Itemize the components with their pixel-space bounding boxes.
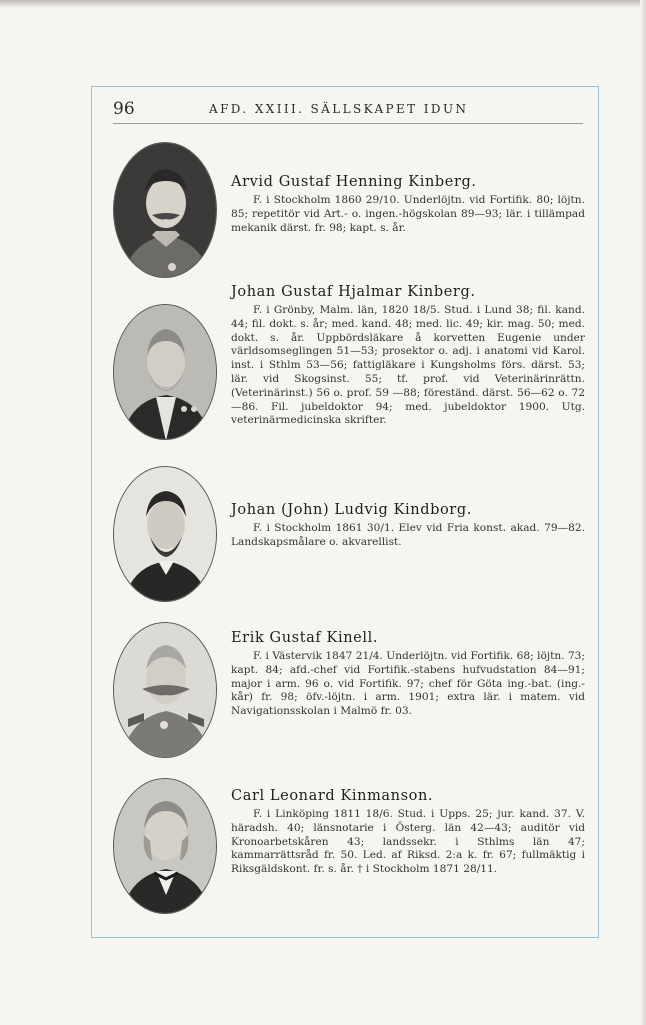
person-name: Johan Gustaf Hjalmar Kinberg.: [231, 284, 476, 300]
portrait-image: [113, 466, 217, 602]
running-head: [113, 99, 583, 124]
portrait-image: [113, 622, 217, 758]
biography-text: F. i Västervik 1847 21/4. Underlöjtn. vid Fortifik. 68; löjtn. 73; kapt. 84; afd.-chef vid Fortifik.-stabens hufvudstation 84—91; major i arm. 96 o. vid Fortifik. 97; chef för Göta ing.-bat. (ing.-kår) fr. 98; öfv.-löjtn. i arm. 1901; extra lär. i matem. vid Navigationsskolan i Malmö fr. 03.: [231, 650, 585, 718]
portrait-image: [113, 778, 217, 914]
page-number: 96: [113, 99, 135, 119]
biography-text: F. i Stockholm 1861 30/1. Elev vid Fria konst. akad. 79—82. Landskapsmålare o. akvarellist.: [231, 522, 585, 548]
person-name: Johan (John) Ludvig Kindborg.: [231, 502, 472, 518]
person-name: Carl Leonard Kinmanson.: [231, 788, 434, 804]
person-name: Erik Gustaf Kinell.: [231, 630, 379, 646]
header-title: AFD. XXIII. SÄLLSKAPET IDUN: [209, 102, 469, 116]
biography-text: F. i Grönby, Malm. län, 1820 18/5. Stud. i Lund 38; fil. kand. 44; fil. dokt. s. år; med. kand. 48; med. lic. 49; kir. mag. 50; med. dokt. s. år. Uppbördsläkare å korvetten Eugenie under världsomseglingen 51—53; prosektor o. adj. i anatomi vid Karol. inst. i Sthlm 53—56; fattigläkare i Kungsholms förs. därst. 53; lär. vid Skogsinst. 55; tf. prof. vid Veterinärinrättn. (Veterinärinst.) 56 o. prof. 59 —88; föreständ. därst. 56—62 o. 72—86. Fil. jubeldoktor 94; med. jubeldoktor 1900. Utg. veterinärmedicinska skrifter.: [231, 304, 585, 427]
biography-text: F. i Linköping 1811 18/6. Stud. i Upps. 25; jur. kand. 37. V. häradsh. 40; länsnotarie i Österg. län 42—43; auditör vid Kronoarbetskåren 43; landssekr. i Sthlms län 47; kammarrättsråd fr. 50. Led. af Riksd. 2:a k. fr. 67; fullmäktig i Riksgäldskont. fr. s. år. † i Stockholm 1871 28/11.: [231, 808, 585, 876]
portrait-image: [113, 142, 217, 278]
portrait-image: [113, 304, 217, 440]
person-name: Arvid Gustaf Henning Kinberg.: [231, 174, 477, 190]
biography-text: F. i Stockholm 1860 29/10. Underlöjtn. vid Fortifik. 80; löjtn. 85; repetitör vid Art.- o. ingen.-högskolan 89—93; lär. i tillämpad mekanik därst. fr. 98; kapt. s. år.: [231, 194, 585, 234]
page-edge: [640, 0, 646, 1025]
page-edge: [0, 0, 646, 8]
